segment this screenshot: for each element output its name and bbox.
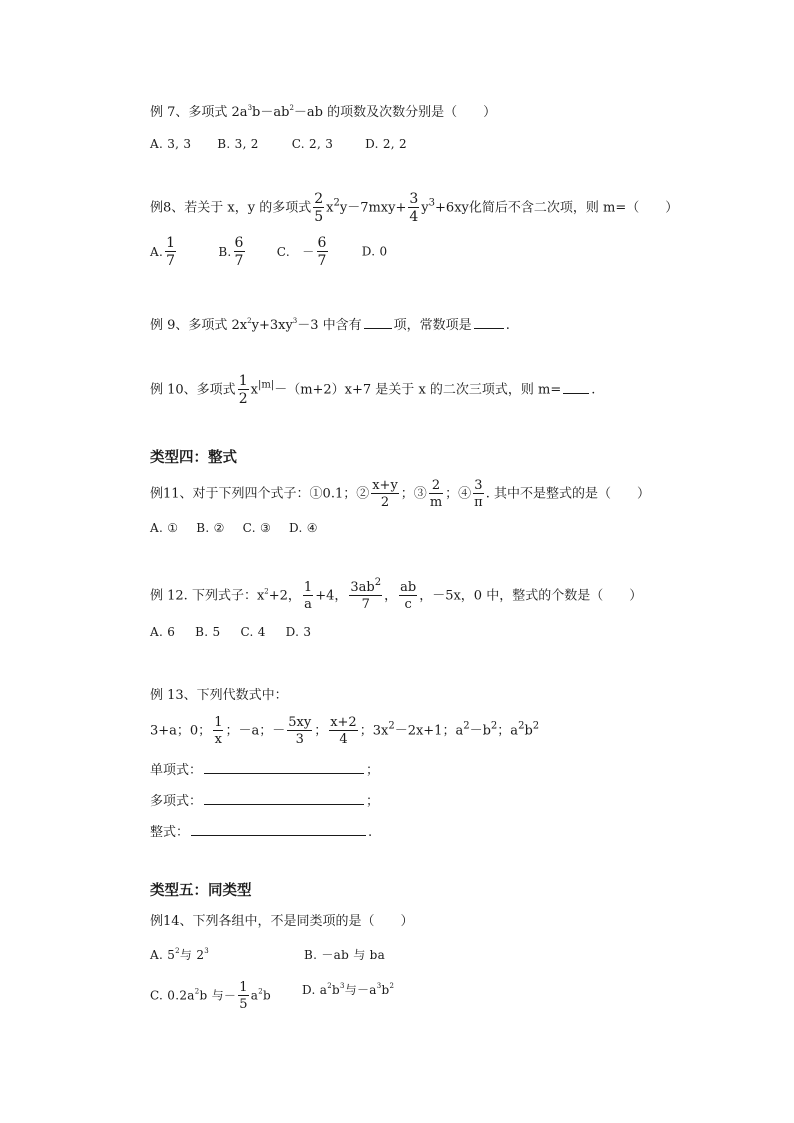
option-a: A. 6 (150, 625, 176, 639)
answer-blank[interactable] (474, 316, 504, 329)
ex11-question: 例11、对于下列四个式子：①0.1；② $\frac{x+y}{2}$ ；③ $\frac{2}{m}$ ；④ $\frac{3}{\pi}$ . 其中不是整式的是（ ） (150, 478, 650, 510)
option-b: B. $\frac{6}{7}$ (218, 235, 244, 269)
option-d: D. 2, 2 (365, 137, 407, 151)
fraction: $\frac{1}{a}$ (303, 580, 313, 612)
option-a: A. $\frac{1}{7}$ (150, 235, 176, 269)
fraction: $\frac{2}{m}$ (429, 478, 443, 510)
ex12-options (150, 626, 311, 638)
option-c: C. 4 (240, 625, 266, 639)
section-heading-type5: 类型五：同类型 (150, 882, 252, 899)
ex8-options (150, 236, 387, 268)
option-c: C. 2, 3 (291, 137, 334, 151)
fraction: $\frac{1}{5}$ (239, 980, 248, 1012)
ex7-options (150, 138, 407, 150)
option-b: B. 3, 2 (217, 137, 259, 151)
ex13-monomial-row: 单项式： ； (150, 763, 380, 778)
option-a: A. 3, 3 (150, 137, 192, 151)
option-d: D. ④ (289, 521, 318, 535)
fraction: $\frac{1}{x}$ (214, 715, 223, 747)
section-heading-type4: 类型四：整式 (150, 449, 237, 466)
fraction: $\frac{2}{5}$ (314, 191, 324, 225)
ex14-options-ab (150, 949, 209, 961)
option-c: C. ③ (242, 521, 272, 535)
ex13-title: 例 13、下列代数式中： (150, 688, 288, 703)
option-a: A. ① (150, 521, 179, 535)
fraction: $\frac{3}{4}$ (409, 191, 419, 225)
fraction: $\frac{x+2}{4}$ (330, 715, 357, 747)
option-a: A. $5^2$与 $2^3$ (150, 947, 210, 962)
ex13-polynomial-row: 多项式： ； (150, 794, 380, 809)
ex14-question: 例14、下列各组中，不是同类项的是（ ） (150, 914, 414, 929)
ex9-question: 例 9、多项式 $2x^2y+3xy^3-3$ 中含有 项，常数项是 . (150, 317, 510, 333)
option-d: D. 3 (285, 625, 312, 639)
integral-blank[interactable] (191, 823, 366, 836)
fraction: $\frac{3ab^2}{7}$ (350, 577, 382, 612)
fraction: $\frac{x+y}{2}$ (372, 478, 398, 510)
polynomial-blank[interactable] (204, 792, 364, 805)
ex13-integral-row: 整式： . (150, 825, 373, 840)
monomial-blank[interactable] (204, 761, 364, 774)
ex13-expressions: 3+a；0； $\frac{1}{x}$ ；－a；－ $\frac{5xy}{3}$ ； $\frac{x+2}{4}$ ；$3x^2-2x+1$；$a^2-b^2$；$a^2b^2$ (150, 715, 540, 747)
option-d: D. 0 (361, 244, 388, 259)
fraction: $\frac{1}{2}$ (238, 373, 248, 407)
fraction: $\frac{ab}{c}$ (400, 580, 417, 612)
ex10-question: 例 10、多项式 $\frac{1}{2}$ $x^{|m|}-(m+2)x+7$ 是关于 x 的二次三项式，则 m= . (150, 373, 596, 407)
fraction: $\frac{5xy}{3}$ (288, 715, 312, 747)
answer-blank[interactable] (563, 381, 589, 394)
answer-blank[interactable] (364, 316, 392, 329)
option-b: B. －ab 与 ba (304, 948, 386, 962)
ex7-question: 例 7、多项式 $2a^3b-ab^2-ab$ 的项数及次数分别是（ ） (150, 104, 497, 120)
ex8-question: 例8、若关于 x，y 的多项式 $\frac{2}{5}$ $x^2y-7mxy+$ $\frac{3}{4}$ $y^3+6xy$化简后不含二次项，则 m=（ ） (150, 191, 679, 225)
ex11-options (150, 522, 318, 534)
option-c: C. － $\frac{6}{7}$ (276, 235, 327, 269)
option-b: B. ② (196, 521, 225, 535)
option-b: B. 5 (195, 625, 221, 639)
fraction: $\frac{3}{\pi}$ (474, 478, 483, 510)
option-d: D. $a^2b^3$与$-a^3b^2$ (302, 982, 395, 997)
option-c: C. $0.2a^2b$ 与－ $\frac{1}{5}$ $a^2b$ (150, 980, 271, 1012)
ex12-question: 例 12. 下列式子：$x^2+2$， $\frac{1}{a}$ +4， $\frac{3ab^2}{7}$ ， $\frac{ab}{c}$ ，－5x，0 中，整式的个数是（ ） (150, 577, 643, 612)
